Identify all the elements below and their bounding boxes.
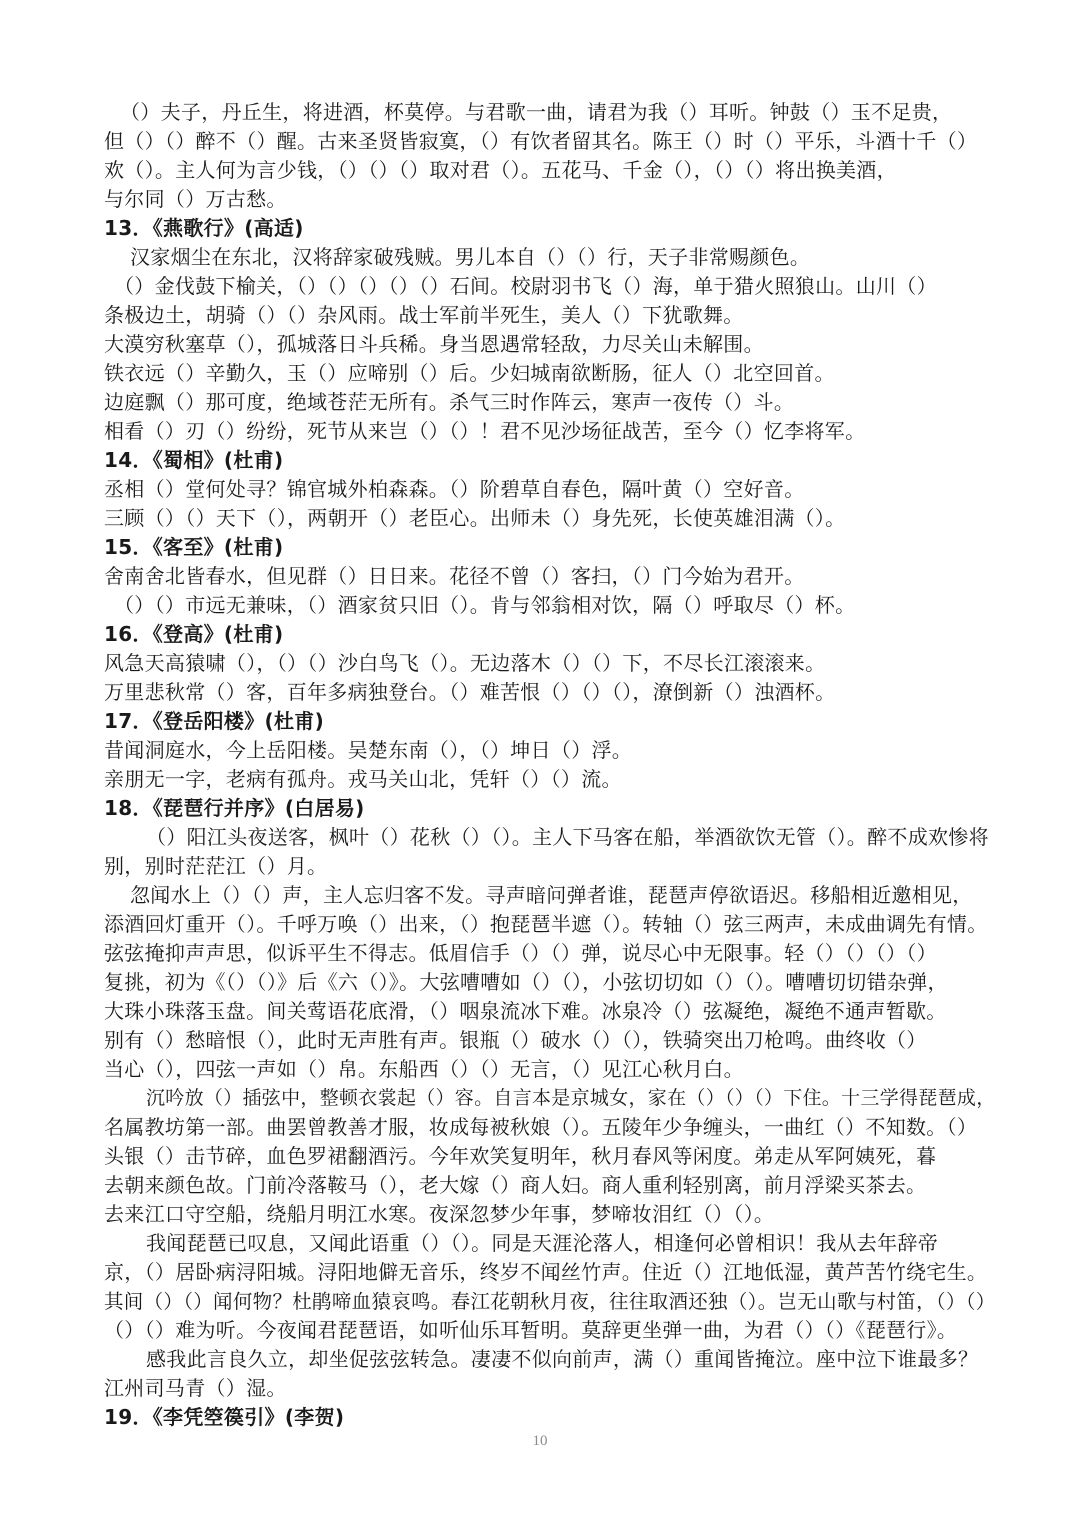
text-line: 大漠穷秋塞草（），孤城落日斗兵稀。身当恩遇常轻敌，力尽关山未解围。: [104, 332, 764, 356]
text-line: 复挑，初为《（）（）》后《六（）》。大弦嘈嘈如（）（），小弦切切如（）（）。嘈嘈切切错杂弹，: [104, 970, 948, 994]
text-line: 相看（）刃（）纷纷，死节从来岂（）（）！君不见沙场征战苦，至今（）忆李将军。: [104, 419, 866, 443]
section-heading: 18．《琵琶行并序》(白居易): [104, 796, 365, 820]
text-line: （）（）市远无兼味，（）酒家贫只旧（）。肯与邻翁相对饮，隔（）呼取尽（）杯。: [114, 593, 856, 617]
text-line: （）金伐鼓下榆关，（）（）（）（）（）石间。校尉羽书飞（）海，单于猎火照狼山。山川（）: [114, 274, 937, 298]
text-line: 欢（）。主人何为言少钱，（）（）（）取对君（）。五花马、千金（），（）（）将出换美酒，: [104, 158, 897, 182]
page-content: [104, 98, 1016, 1432]
text-line: 条极边土，胡骑（）（）杂风雨。战士军前半死生，美人（）下犹歌舞。: [104, 303, 744, 327]
text-line: （）（）难为听。今夜闻君琵琶语，如听仙乐耳暂明。莫辞更坐弹一曲，为君（）（）《琵琶行》。: [104, 1318, 958, 1342]
text-line: 京，（）居卧病浔阳城。浔阳地僻无音乐，终岁不闻丝竹声。住近（）江地低湿，黄芦苦竹绕宅生。: [104, 1260, 988, 1284]
text-line: 万里悲秋常（）客，百年多病独登台。（）难苦恨（）（）（），潦倒新（）浊酒杯。: [104, 680, 836, 704]
text-line: 其间（）（）闻何物？杜鹃啼血猿哀鸣。春江花朝秋月夜，往往取酒还独（）。岂无山歌与村笛，（）（）: [104, 1290, 996, 1313]
text-line: 与尔同（）万古愁。: [104, 187, 287, 211]
section-heading: 15．《客至》(杜甫): [104, 535, 284, 559]
text-line: 丞相（）堂何处寻？锦官城外柏森森。（）阶碧草自春色，隔叶黄（）空好音。: [104, 477, 805, 501]
text-line: 沉吟放（）插弦中，整顿衣裳起（）容。自言本是京城女，家在（）（）（）下住。十三学得琵琶成，: [146, 1087, 996, 1109]
section-heading: 14．《蜀相》(杜甫): [104, 448, 284, 472]
text-line: 当心（），四弦一声如（）帛。东船西（）（）无言，（）见江心秋月白。: [104, 1057, 744, 1081]
text-line: 去朝来颜色故。门前冷落鞍马（），老大嫁（）商人妇。商人重利轻别离，前月浮梁买茶去。: [104, 1173, 927, 1197]
text-line: （）夫子，丹丘生，将进酒，杯莫停。与君歌一曲，请君为我（）耳听。钟鼓（）玉不足贵，: [120, 100, 953, 124]
text-line: 风急天高猿啸（），（）（）沙白鸟飞（）。无边落木（）（）下，不尽长江滚滚来。: [104, 651, 826, 675]
section-heading: 13．《燕歌行》(高适): [104, 216, 304, 240]
text-line: （）阳江头夜送客，枫叶（）花秋（）（）。主人下马客在船，举酒欲饮无管（）。醉不成欢惨将: [146, 825, 989, 849]
text-line: 我闻琵琶已叹息，又闻此语重（）（）。同是天涯沦落人，相逢何必曾相识！我从去年辞帝: [146, 1231, 938, 1255]
text-line: 感我此言良久立，却坐促弦弦转急。凄凄不似向前声，满（）重闻皆掩泣。座中泣下谁最多？: [146, 1347, 979, 1371]
text-line: 三顾（）（）天下（），两朝开（）老臣心。出师未（）身先死，长使英雄泪满（）。: [104, 506, 846, 530]
text-line: 别，别时茫茫江（）月。: [104, 854, 328, 878]
text-line: 忽闻水上（）（）声，主人忘归客不发。寻声暗问弹者谁，琵琶声停欲语迟。移船相近邀相见，: [130, 883, 973, 907]
text-line: 但（）（）醉不（）醒。古来圣贤皆寂寞，（）有饮者留其名。陈王（）时（）平乐，斗酒十千（）: [104, 129, 978, 153]
text-line: 添酒回灯重开（）。千呼万唤（）出来，（）抱琵琶半遮（）。转轴（）弦三两声，未成曲调先有情。: [104, 912, 988, 936]
section-heading: 17．《登岳阳楼》(杜甫): [104, 709, 325, 733]
page-number: 10: [532, 1433, 548, 1449]
text-line: 大珠小珠落玉盘。间关莺语花底滑，（）咽泉流冰下难。冰泉冷（）弦凝绝，凝绝不通声暂歇。: [104, 999, 947, 1023]
text-line: 边庭飘（）那可度，绝域苍茫无所有。杀气三时作阵云，寒声一夜传（）斗。: [104, 390, 795, 414]
text-line: 头银（）击节碎，血色罗裙翻酒污。今年欢笑复明年，秋月春风等闲度。弟走从军阿姨死，暮: [104, 1144, 937, 1168]
section-heading: 19．《李凭箜篌引》(李贺): [104, 1405, 345, 1429]
text-line: 弦弦掩抑声声思，似诉平生不得志。低眉信手（）（）弹，说尽心中无限事。轻（）（）（）（）: [104, 941, 937, 965]
text-line: 名属教坊第一部。曲罢曾教善才服，妆成每被秋娘（）。五陵年少争缠头，一曲红（）不知数。（）: [104, 1115, 978, 1139]
section-heading: 16．《登高》(杜甫): [104, 622, 284, 646]
text-line: 汉家烟尘在东北，汉将辞家破残贼。男儿本自（）（）行，天子非常赐颜色。: [130, 245, 811, 269]
text-line: 铁衣远（）辛勤久，玉（）应啼别（）后。少妇城南欲断肠，征人（）北空回首。: [104, 361, 835, 385]
text-line: 别有（）愁暗恨（），此时无声胜有声。银瓶（）破水（）（），铁骑突出刀枪鸣。曲终收（）: [104, 1028, 927, 1052]
text-line: 去来江口守空船，绕船月明江水寒。夜深忽梦少年事，梦啼妆泪红（）（）。: [104, 1202, 775, 1226]
text-line: 昔闻洞庭水，今上岳阳楼。吴楚东南（），（）坤日（）浮。: [104, 738, 633, 762]
text-line: 舍南舍北皆春水，但见群（）日日来。花径不曾（）客扫，（）门今始为君开。: [104, 564, 805, 588]
text-line: 江州司马青（）湿。: [104, 1376, 287, 1400]
text-line: 亲朋无一字，老病有孤舟。戎马关山北，凭轩（）（）流。: [104, 767, 622, 791]
